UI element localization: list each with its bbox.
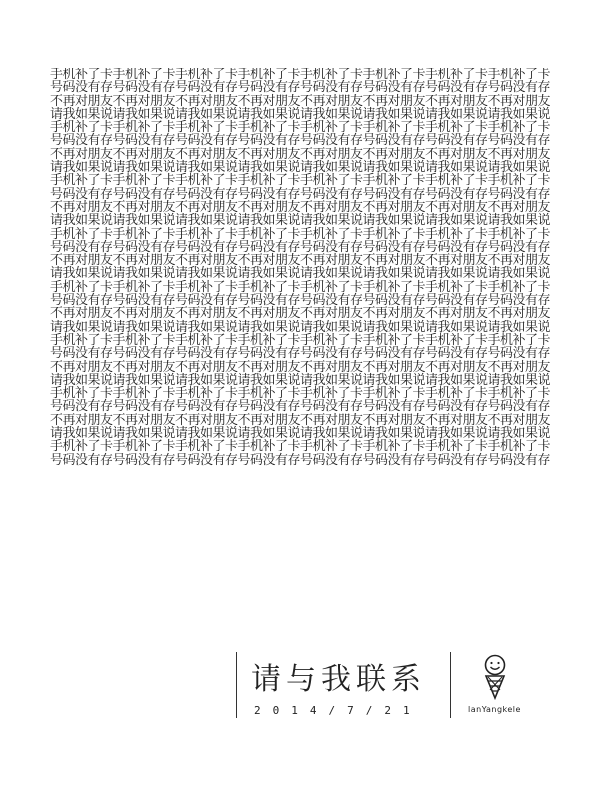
pattern-line: 手机补了卡手机补了卡手机补了卡手机补了卡手机补了卡手机补了卡手机补了卡手机补了卡	[50, 120, 550, 136]
pattern-line: 手机补了卡手机补了卡手机补了卡手机补了卡手机补了卡手机补了卡手机补了卡手机补了卡	[50, 279, 550, 295]
pattern-line: 号码没有存号码没有存号码没有存号码没有存号码没有存号码没有存号码没有存号码没有存	[50, 293, 550, 309]
pattern-line: 不再对朋友不再对朋友不再对朋友不再对朋友不再对朋友不再对朋友不再对朋友不再对朋友	[50, 359, 550, 375]
pattern-line: 请我如果说请我如果说请我如果说请我如果说请我如果说请我如果说请我如果说请我如果说	[50, 372, 550, 388]
footer	[236, 652, 556, 722]
pattern-line: 请我如果说请我如果说请我如果说请我如果说请我如果说请我如果说请我如果说请我如果说	[50, 160, 550, 176]
pattern-line: 不再对朋友不再对朋友不再对朋友不再对朋友不再对朋友不再对朋友不再对朋友不再对朋友	[50, 146, 550, 162]
pattern-line: 号码没有存号码没有存号码没有存号码没有存号码没有存号码没有存号码没有存号码没有存	[50, 239, 550, 255]
poster-date: 2014/7/21	[254, 704, 422, 717]
divider-right	[450, 652, 451, 718]
pattern-line: 号码没有存号码没有存号码没有存号码没有存号码没有存号码没有存号码没有存号码没有存	[50, 452, 550, 468]
pattern-line: 手机补了卡手机补了卡手机补了卡手机补了卡手机补了卡手机补了卡手机补了卡手机补了卡	[50, 173, 550, 189]
pattern-line: 号码没有存号码没有存号码没有存号码没有存号码没有存号码没有存号码没有存号码没有存	[50, 399, 550, 415]
poster-title: 请与我联系	[251, 662, 426, 697]
pattern-line: 手机补了卡手机补了卡手机补了卡手机补了卡手机补了卡手机补了卡手机补了卡手机补了卡	[50, 68, 550, 82]
pattern-line: 手机补了卡手机补了卡手机补了卡手机补了卡手机补了卡手机补了卡手机补了卡手机补了卡	[50, 386, 550, 402]
pattern-line: 请我如果说请我如果说请我如果说请我如果说请我如果说请我如果说请我如果说请我如果说	[50, 106, 550, 122]
pattern-line: 号码没有存号码没有存号码没有存号码没有存号码没有存号码没有存号码没有存号码没有存	[50, 346, 550, 362]
pattern-line: 请我如果说请我如果说请我如果说请我如果说请我如果说请我如果说请我如果说请我如果说	[50, 213, 550, 229]
pattern-line: 请我如果说请我如果说请我如果说请我如果说请我如果说请我如果说请我如果说请我如果说	[50, 266, 550, 282]
divider-left	[236, 652, 237, 718]
pattern-line: 请我如果说请我如果说请我如果说请我如果说请我如果说请我如果说请我如果说请我如果说	[50, 426, 550, 442]
pattern-line: 不再对朋友不再对朋友不再对朋友不再对朋友不再对朋友不再对朋友不再对朋友不再对朋友	[50, 306, 550, 322]
brand-name: lanYangkele	[468, 705, 521, 714]
pattern-line: 号码没有存号码没有存号码没有存号码没有存号码没有存号码没有存号码没有存号码没有存	[50, 133, 550, 149]
pattern-line: 不再对朋友不再对朋友不再对朋友不再对朋友不再对朋友不再对朋友不再对朋友不再对朋友	[50, 412, 550, 428]
pattern-line: 请我如果说请我如果说请我如果说请我如果说请我如果说请我如果说请我如果说请我如果说	[50, 319, 550, 335]
smiley-ice-cream-icon	[480, 654, 510, 700]
pattern-line: 手机补了卡手机补了卡手机补了卡手机补了卡手机补了卡手机补了卡手机补了卡手机补了卡	[50, 332, 550, 348]
pattern-line: 不再对朋友不再对朋友不再对朋友不再对朋友不再对朋友不再对朋友不再对朋友不再对朋友	[50, 93, 550, 109]
pattern-line: 号码没有存号码没有存号码没有存号码没有存号码没有存号码没有存号码没有存号码没有存	[50, 186, 550, 202]
pattern-line: 号码没有存号码没有存号码没有存号码没有存号码没有存号码没有存号码没有存号码没有存	[50, 80, 550, 96]
pattern-line: 不再对朋友不再对朋友不再对朋友不再对朋友不再对朋友不再对朋友不再对朋友不再对朋友	[50, 199, 550, 215]
pattern-line: 手机补了卡手机补了卡手机补了卡手机补了卡手机补了卡手机补了卡手机补了卡手机补了卡	[50, 226, 550, 242]
pattern-line: 手机补了卡手机补了卡手机补了卡手机补了卡手机补了卡手机补了卡手机补了卡手机补了卡	[50, 439, 550, 455]
pattern-line: 不再对朋友不再对朋友不再对朋友不再对朋友不再对朋友不再对朋友不再对朋友不再对朋友	[50, 253, 550, 269]
text-pattern	[50, 68, 550, 468]
